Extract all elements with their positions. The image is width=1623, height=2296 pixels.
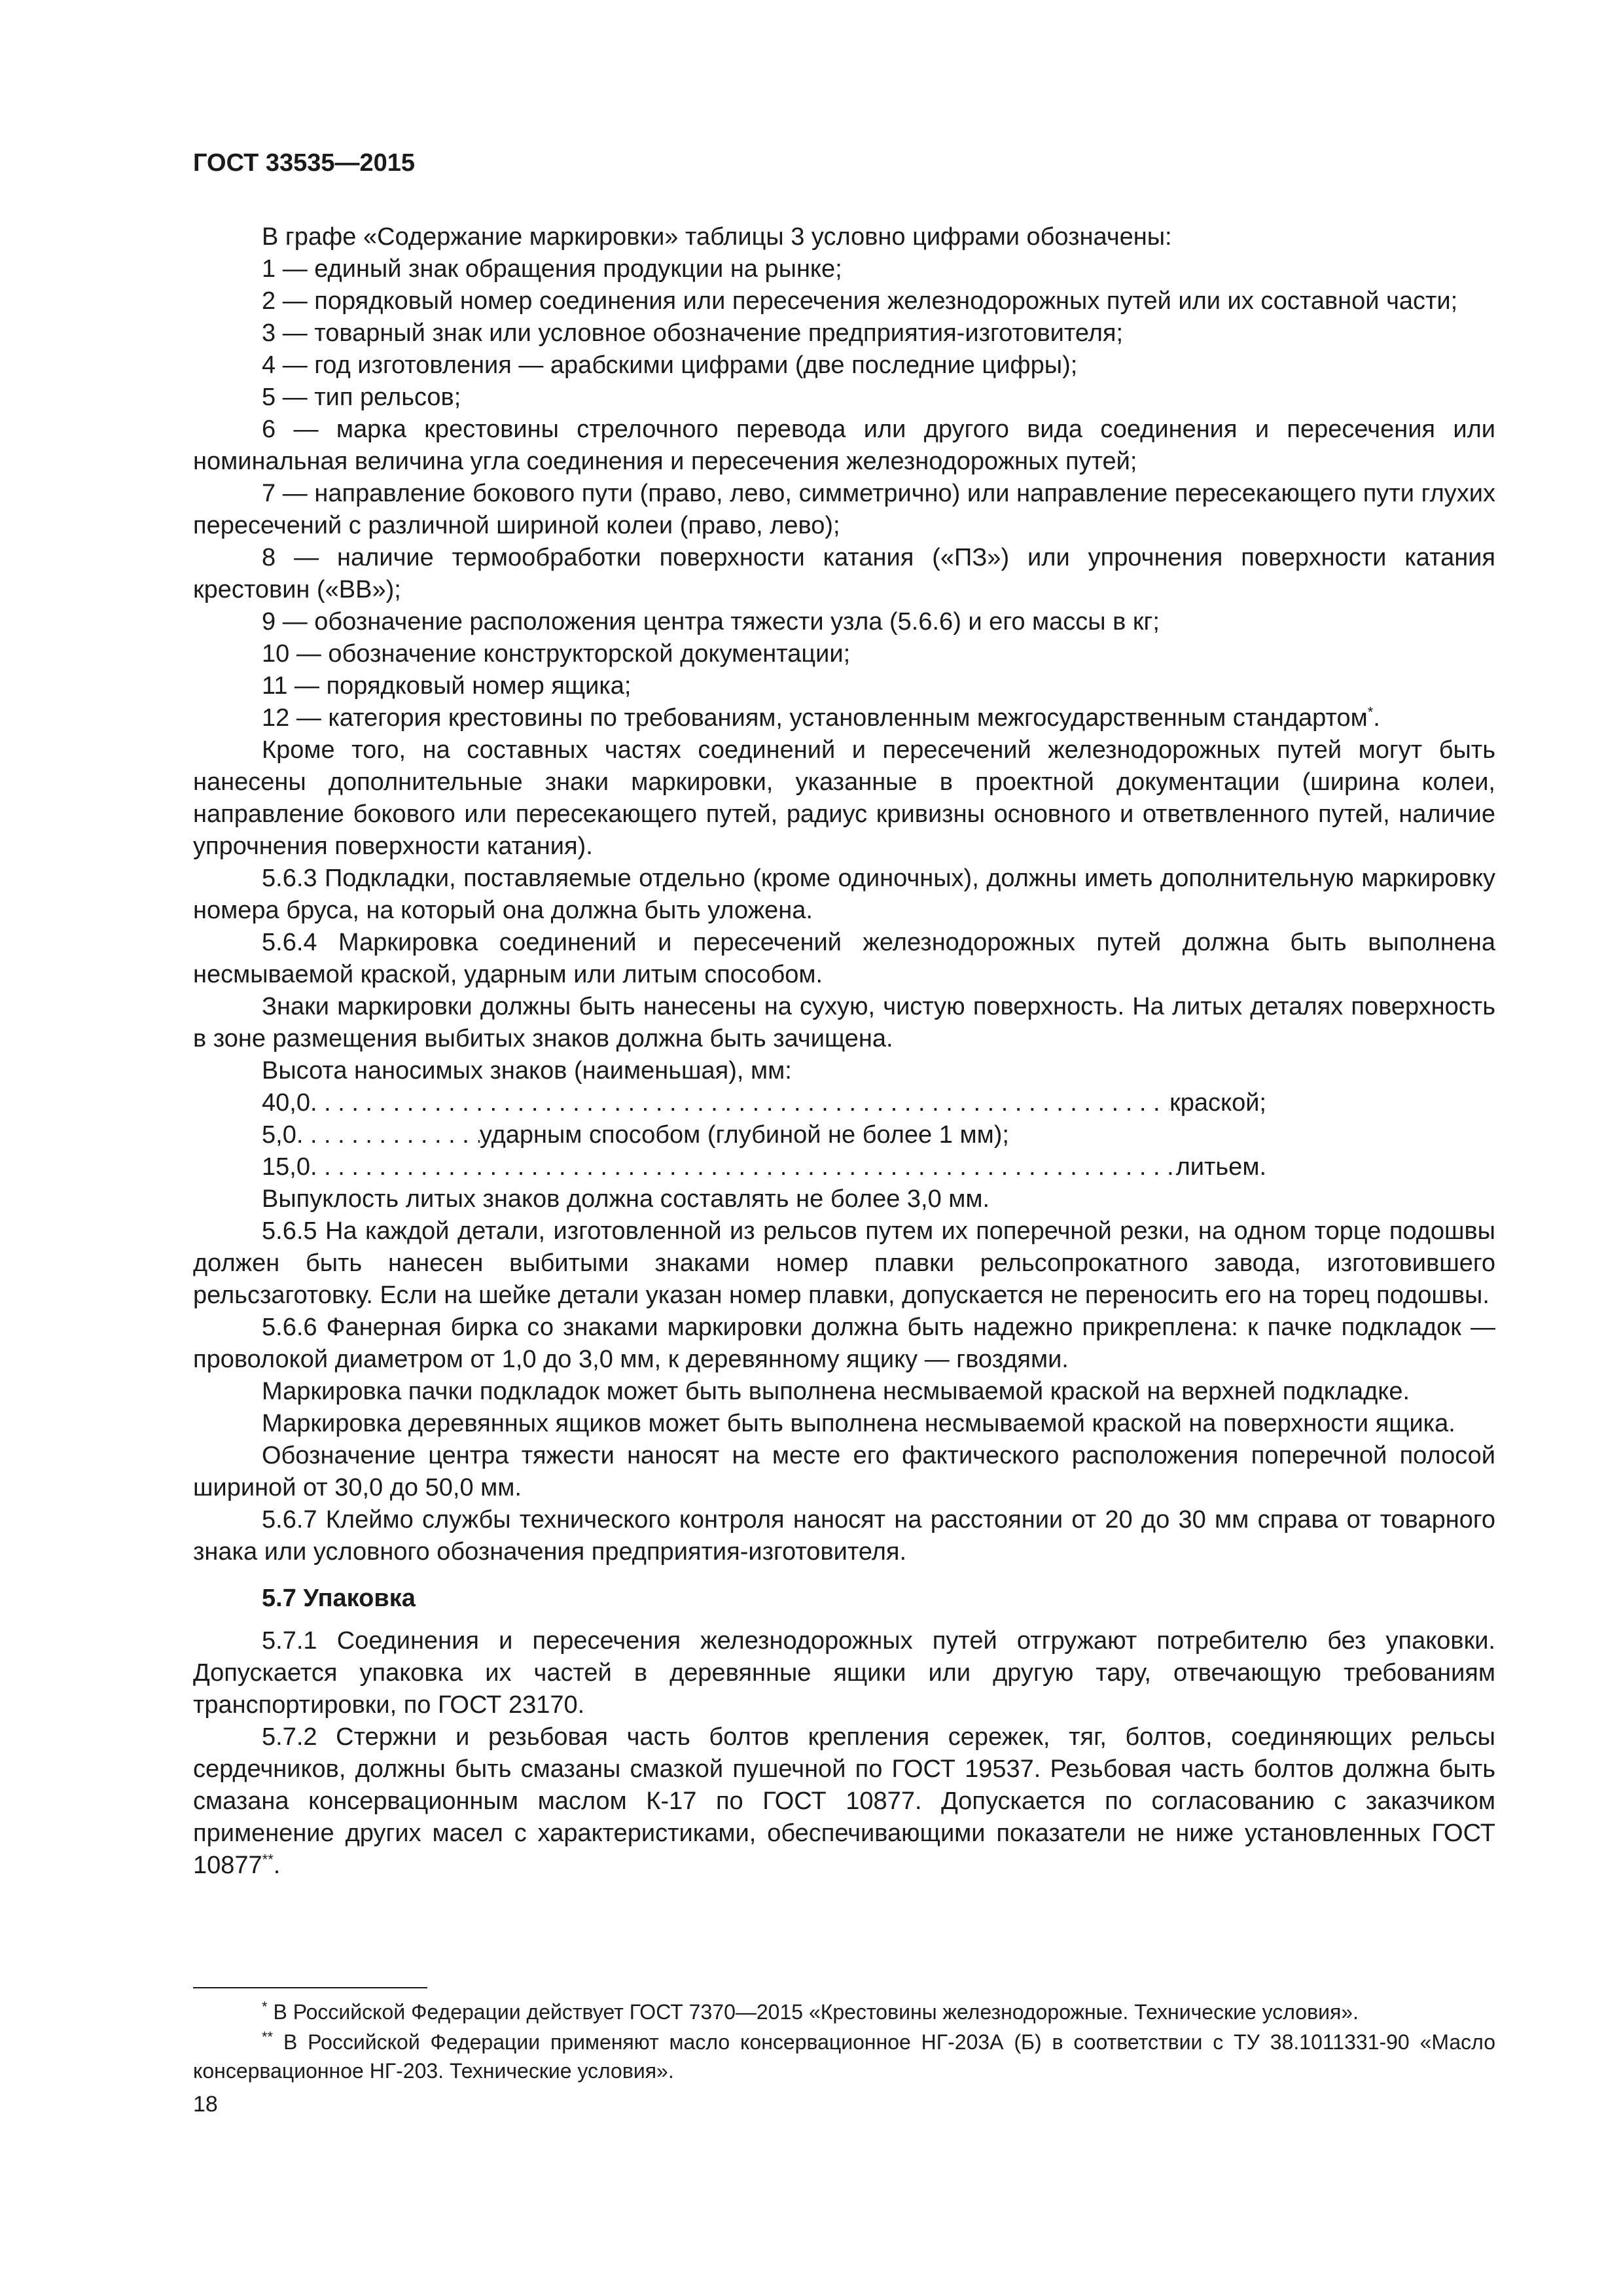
height-method: ударным способом (глубиной не более 1 мм); — [479, 1121, 1009, 1149]
paragraph-5-6-4: 5.6.4 Маркировка соединений и пересечений железнодорожных путей должна быть выполнена несмываемой краской, ударным или литым способом. — [193, 929, 1495, 988]
paragraph-height: Высота наносимых знаков (наименьшая), мм: — [262, 1057, 792, 1085]
footnote-mark: ** — [262, 2028, 274, 2045]
height-row — [262, 1151, 1266, 1183]
paragraph-signs-surface: Знаки маркировки должны быть нанесены на сухую, чистую поверхность. На литых деталях поверхность в зоне размещения выбитых знаков должна быть зачищена. — [193, 993, 1495, 1052]
page-number: 18 — [193, 2092, 218, 2117]
height-method: краской; — [1169, 1089, 1266, 1117]
list-item: 11 — порядковый номер ящика; — [262, 672, 632, 700]
footnote-mark: * — [262, 1998, 268, 2015]
intro-paragraph: В графе «Содержание маркировки» таблицы 3 условно цифрами обозначены: — [262, 223, 1172, 251]
height-row — [262, 1119, 1266, 1151]
list-item: 10 — обозначение конструкторской документации; — [262, 640, 851, 668]
paragraph-5-7-2-text: 5.7.2 Стержни и резьбовая часть болтов крепления сережек, тяг, болтов, соединяющих рельсы сердечников, должны быть смазаны смазкой пушечной по ГОСТ 19537. Резьбовая часть болтов должна быть смазана консервационным маслом К-17 по ГОСТ 10877. Допускается по согласованию с заказчиком применение других масел с характеристиками, обеспечивающими показатели не ниже установленных ГОСТ 10877 — [193, 1723, 1495, 1879]
list-item: 8 — наличие термообработки поверхности катания («ПЗ») или упрочнения поверхности катания крестовин («ВВ»); — [193, 544, 1495, 603]
leader-dots — [310, 1151, 1176, 1183]
list-item: 5 — тип рельсов; — [262, 384, 461, 411]
footnote-text: В Российской Федерации применяют масло консервационное НГ-203А (Б) в соответствии с ТУ 38.1011331-90 «Масло консервационное НГ-203. Технические условия». — [193, 2030, 1496, 2083]
footnote-divider — [193, 1987, 427, 1988]
leader-dots — [310, 1087, 1169, 1119]
paragraph-5-6-5: 5.6.5 На каждой детали, изготовленной из рельсов путем их поперечной резки, на одном торце подошвы должен быть нанесен выбитыми знаками номер плавки рельсопрокатного завода, изготовившего рельсзаготовку. Если на шейке детали указан номер плавки, допускается не переносить его на торец подошвы. — [193, 1217, 1495, 1309]
footnote-ref-1: * — [1367, 704, 1374, 721]
height-row — [262, 1087, 1266, 1119]
paragraph-pack-marking: Маркировка пачки подкладок может быть выполнена несмываемой краской на верхней подкладке. — [262, 1378, 1410, 1405]
paragraph-5-6-6: 5.6.6 Фанерная бирка со знаками маркировки должна быть надежно прикреплена: к пачке подкладок — проволокой диаметром от 1,0 до 3,0 мм, к деревянному ящику — гвоздями. — [193, 1314, 1495, 1373]
list-item: 2 — порядковый номер соединения или пересечения железнодорожных путей или их составной части; — [262, 287, 1458, 315]
footnote-text: В Российской Федерации действует ГОСТ 7370—2015 «Крестовины железнодорожные. Технические условия». — [273, 2000, 1359, 2024]
document-header: ГОСТ 33535—2015 — [193, 149, 416, 177]
footnote-ref-2: ** — [262, 1851, 274, 1868]
paragraph-5-6-7: 5.6.7 Клеймо службы технического контроля наносят на расстоянии от 20 до 30 мм справа от товарного знака или условного обозначения предприятия-изготовителя. — [193, 1506, 1495, 1566]
list-item: 7 — направление бокового пути (право, лево, симметрично) или направление пересекающего пути глухих пересечений с различной шириной колеи (право, лево); — [193, 480, 1495, 539]
paragraph-5-7-1: 5.7.1 Соединения и пересечения железнодорожных путей отгружают потребителю без упаковки. Допускается упаковка их частей в деревянные ящики или другую тару, отвечающую требованиям транспортировки, по ГОСТ 23170. — [193, 1627, 1495, 1719]
paragraph-additional-signs: Кроме того, на составных частях соединений и пересечений железнодорожных путей могут быть нанесены дополнительные знаки маркировки, указанные в проектной документации (ширина колеи, направление бокового или пересекающего путей, радиус кривизны основного и ответвленного путей, наличие упрочнения поверхности катания). — [193, 736, 1495, 860]
paragraph-5-7-2-tail: . — [273, 1852, 281, 1879]
item-12-tail: . — [1373, 704, 1380, 732]
list-item: 4 — год изготовления — арабскими цифрами (две последние цифры); — [262, 351, 1078, 379]
leader-dots — [296, 1119, 480, 1151]
list-item: 9 — обозначение расположения центра тяжести узла (5.6.6) и его массы в кг; — [262, 608, 1160, 636]
height-value: 40,0 — [262, 1089, 310, 1117]
height-value: 15,0 — [262, 1153, 310, 1181]
paragraph-box-marking: Маркировка деревянных ящиков может быть выполнена несмываемой краской на поверхности ящика. — [262, 1410, 1455, 1437]
footnote-2 — [193, 2028, 1495, 2085]
list-item: 1 — единый знак обращения продукции на рынке; — [262, 255, 842, 283]
paragraph-5-7-2 — [193, 1721, 1495, 1882]
paragraph-5-6-3: 5.6.3 Подкладки, поставляемые отдельно (кроме одиночных), должны иметь дополнительную маркировку номера бруса, на который она должна быть уложена. — [193, 865, 1495, 924]
list-item — [193, 702, 1495, 734]
section-heading-5-7: 5.7 Упаковка — [262, 1585, 416, 1612]
paragraph-center-of-gravity: Обозначение центра тяжести наносят на месте его фактического расположения поперечной полосой шириной от 30,0 до 50,0 мм. — [193, 1442, 1495, 1501]
paragraph-convexity: Выпуклость литых знаков должна составлять не более 3,0 мм. — [262, 1185, 990, 1213]
list-item: 3 — товарный знак или условное обозначение предприятия-изготовителя; — [262, 319, 1124, 347]
footnote-1 — [193, 1998, 1495, 2026]
height-method: литьем. — [1175, 1153, 1266, 1181]
height-value: 5,0 — [262, 1121, 296, 1149]
list-item: 6 — марка крестовины стрелочного перевода или другого вида соединения и пересечения или номинальная величина угла соединения и пересечения железнодорожных путей; — [193, 416, 1495, 475]
marking-list — [193, 253, 1495, 734]
height-list — [193, 1087, 1495, 1183]
item-12-text: 12 — категория крестовины по требованиям, установленным межгосударственным стандартом — [262, 704, 1368, 732]
main-text — [193, 221, 1495, 1882]
